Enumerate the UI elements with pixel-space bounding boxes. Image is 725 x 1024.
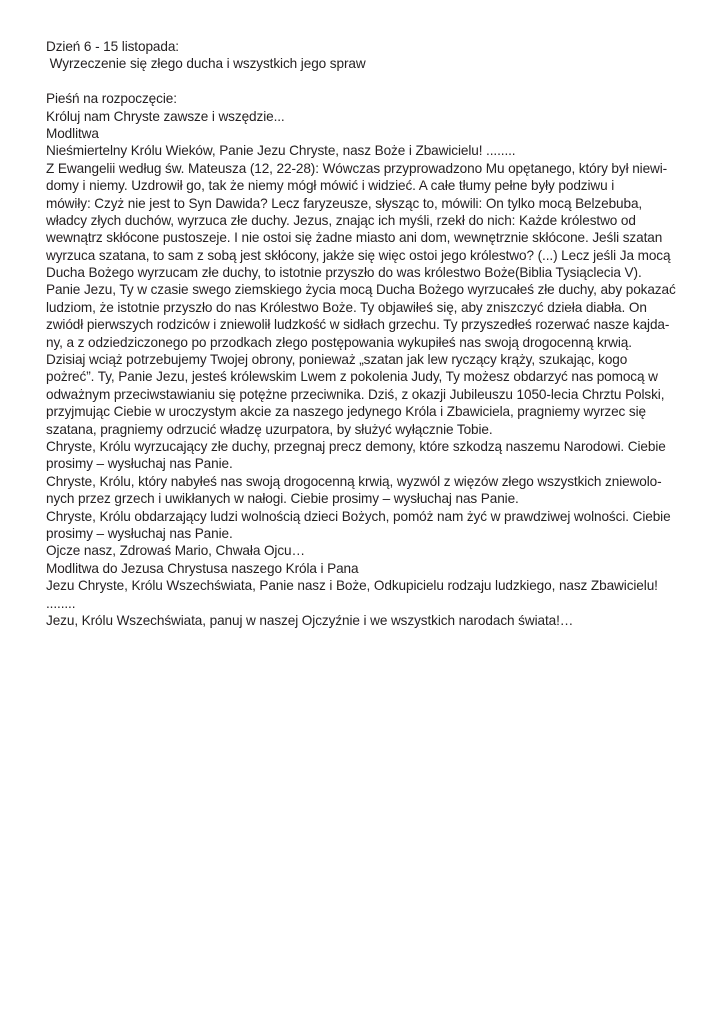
king-prayer-heading: Modlitwa do Jezusa Chrystusa naszego Króla i Pana [46, 560, 359, 576]
petition-line: Chryste, Królu, który nabyłeś nas swoją drogocenną krwią, wyzwól z więzów złego wszystkich zniewolo- [46, 473, 662, 489]
gospel-line: wyrzuca szatana, to sam z sobą jest skłócony, jakże się więc ostoi jego królestwo? (...) Lecz jeśli Ja mocą [46, 247, 671, 263]
prayer-line: Dzisiaj wciąż potrzebujemy Twojej obrony, ponieważ „szatan jak lew ryczący krąży, szukając, kogo [46, 352, 628, 368]
prayer-heading: Modlitwa [46, 125, 99, 141]
ellipsis-line: ........ [46, 595, 76, 611]
spacer [46, 73, 686, 90]
closing-prayers: Ojcze nasz, Zdrowaś Mario, Chwała Ojcu… [46, 543, 305, 559]
prayer-line: Panie Jezu, Ty w czasie swego ziemskiego życia mocą Ducha Bożego wyrzucałeś złe duchy, aby pokazać [46, 282, 676, 298]
gospel-line: Z Ewangelii według św. Mateusza (12, 22-28): Wówczas przyprowadzono Mu opętanego, który był niewi- [46, 160, 668, 176]
petition-line: prosimy – wysłuchaj nas Panie. [46, 525, 233, 541]
king-prayer-line: Jezu Chryste, Królu Wszechświata, Panie nasz i Boże, Odkupicielu rodzaju ludzkiego, nasz Zbawicielu! [46, 578, 658, 594]
prayer-line: ludziom, że istotnie przyszło do nas Królestwo Boże. Ty objawiłeś się, aby zniszczyć dzieła diabła. On [46, 299, 647, 315]
prayer-invocation: Nieśmiertelny Królu Wieków, Panie Jezu Chryste, nasz Boże i Zbawicielu! ........ [46, 143, 516, 159]
petition-line: nych przez grzech i uwikłanych w nałogi. Ciebie prosimy – wysłuchaj nas Panie. [46, 491, 519, 507]
song-heading: Pieśń na rozpoczęcie: [46, 91, 177, 107]
day-heading: Dzień 6 - 15 listopada: [46, 39, 179, 54]
petition-line: Chryste, Królu wyrzucający złe duchy, przegnaj precz demony, które szkodzą naszemu Narodowi. Ciebie [46, 438, 666, 454]
king-prayer-ending: Jezu, Królu Wszechświata, panuj w naszej Ojczyźnie i we wszystkich narodach świata!… [46, 612, 574, 628]
prayer-line: ny, a z odziedziczonego po przodkach złego postępowania wykupiłeś nas swoją drogocenną krwią. [46, 334, 632, 350]
gospel-line: wewnątrz skłócone pustoszeje. I nie ostoi się żadne miasto ani dom, wewnętrznie skłócone. Jeśli szatan [46, 230, 663, 246]
gospel-line: Ducha Bożego wyrzucam złe duchy, to istotnie przyszło do was królestwo Boże(Biblia Tysiąclecia V). [46, 265, 642, 281]
petition-line: Chryste, Królu obdarzający ludzi wolnością dzieci Bożych, pomóż nam żyć w prawdziwej wolności. Ciebie [46, 508, 671, 524]
prayer-line: zwiódł pierwszych rodziców i zniewolił ludzkość w sidłach grzechu. Ty przyszedłeś rozerwać nasze kajda- [46, 317, 670, 333]
day-subtitle: Wyrzeczenie się złego ducha i wszystkich jego spraw [46, 56, 366, 72]
petition-line: prosimy – wysłuchaj nas Panie. [46, 456, 233, 472]
gospel-line: mówiły: Czyż nie jest to Syn Dawida? Lecz faryzeusze, słysząc to, mówili: On tylko mocą Belzebuba, [46, 195, 643, 211]
gospel-line: władcy złych duchów, wyrzuca złe duchy. Jezus, znając ich myśli, rzekł do nich: Każde królestwo od [46, 212, 636, 228]
document-page [46, 38, 686, 629]
prayer-line: pożreć”. Ty, Panie Jezu, jesteś królewskim Lwem z pokolenia Judy, Ty możesz obdarzyć nas pomocą w [46, 369, 658, 385]
song-title: Króluj nam Chryste zawsze i wszędzie... [46, 108, 285, 124]
gospel-line: domy i niemy. Uzdrowił go, tak że niemy mógł mówić i widzieć. A całe tłumy pełne były podziwu i [46, 178, 615, 194]
prayer-line: odważnym przeciwstawianiu się potężne przeciwnika. Dziś, z okazji Jubileuszu 1050-lecia Chrztu Polski, [46, 386, 665, 402]
prayer-line: przyjmując Ciebie w uroczystym akcie za naszego jedynego Króla i Zbawiciela, pragniemy wyrzec się [46, 404, 647, 420]
prayer-line: szatana, pragniemy odrzucić władzę uzurpatora, by służyć wyłącznie Tobie. [46, 421, 493, 437]
